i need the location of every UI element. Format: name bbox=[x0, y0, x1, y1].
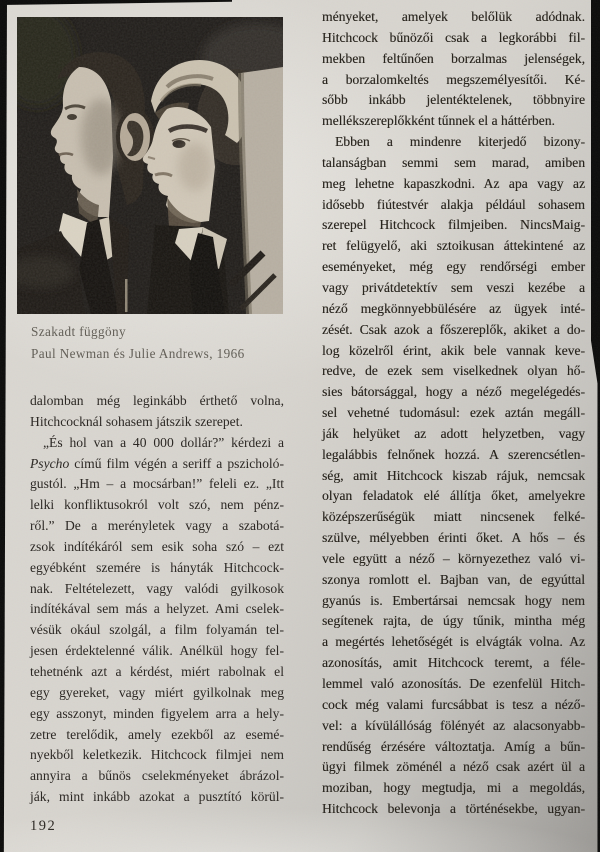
text-line: egyébként szemére is hányták Hitchcock- bbox=[30, 559, 284, 575]
text-line: nak. Feltételezett, vagy valódi gyilkosok bbox=[30, 580, 284, 596]
text-line: sies bátorsággal, hogy a néző megelégedés- bbox=[322, 384, 585, 400]
text-line: zsok indítékáról sem esik soha szó – ezt bbox=[30, 538, 284, 554]
right-column bbox=[322, 7, 585, 820]
torn-curtain-still-illustration bbox=[17, 17, 283, 314]
text-line: a borzalomkeltés megszemélyesítői. Ké- bbox=[322, 71, 585, 87]
text-line: talanságban semmi sem marad, amiben bbox=[322, 154, 585, 170]
text-line: néző megkönnyebbülésére az ügyek inté- bbox=[322, 300, 585, 316]
text-line: zését. Csak azok a főszereplők, akiket a do- bbox=[322, 321, 585, 337]
text-line: Ebben a mindenre kiterjedő bizony- bbox=[335, 134, 585, 150]
text-line: idősebb fiútestvér alakja például sohasem bbox=[322, 196, 585, 212]
text-line: cock még valami furcsábbat is tesz a néző- bbox=[322, 696, 585, 712]
text-line: vel: a kívülállóság fölényét az alacsonyabb- bbox=[322, 717, 585, 733]
text-line: azonosítás, amit Hitchcock teremt, a féle- bbox=[322, 655, 585, 671]
text-line: mekben feltűnően borzalmas jelenségek, bbox=[322, 50, 585, 66]
text-line: Hitchcock belevonja a történésekbe, ugyan- bbox=[322, 801, 585, 817]
text-line: ják helyüket az adott helyzetben, vagy bbox=[322, 425, 585, 441]
text-line: „És hol van a 40 000 dollár?” kérdezi a bbox=[43, 434, 284, 450]
text-line: gyanús is. Embertársai nemcsak hogy nem bbox=[322, 592, 585, 608]
scan-edge-top bbox=[0, 0, 232, 5]
text-line: zetre terelődik, amely ezekből az esemé- bbox=[30, 726, 284, 742]
text-line: tehetnénk azt a kérdést, miért rabolnak el bbox=[30, 663, 284, 679]
caption-film-title: Szakadt függöny bbox=[31, 324, 126, 339]
text-line: vagy privátdetektív sem veszi kezébe a bbox=[322, 279, 585, 295]
photo-caption bbox=[31, 321, 293, 364]
text-line: ret felügyelő, aki sztoikusan áttekintené az bbox=[322, 238, 585, 254]
text-line: ség, amit Hitchcock kiszab rájuk, nemcsak bbox=[322, 467, 585, 483]
scan-edge-left bbox=[0, 0, 7, 852]
text-line: legalábbis felnőnek hozzá. A szerencsétlen- bbox=[322, 446, 585, 462]
text-line: moziban, hogy megtudja, mi a megoldás, bbox=[322, 780, 585, 796]
text-line: indítékával sem más a helyzet. Ami cselek- bbox=[30, 601, 284, 617]
photo-figure bbox=[17, 17, 283, 314]
caption-credit: Paul Newman és Julie Andrews, 1966 bbox=[31, 345, 245, 361]
text-line: annyira a bűnös cselekményeket ábrázol- bbox=[30, 768, 284, 784]
text-line: Psycho című film végén a seriff a pszicholó- bbox=[30, 455, 284, 471]
text-line: rendűség érzésére változtatja. Amíg a bűn- bbox=[322, 738, 585, 754]
text-line: meg lehetne kapaszkodni. Az apa vagy az bbox=[322, 175, 585, 191]
text-line: lelki konfliktusokról volt szó, nem pénz- bbox=[30, 497, 284, 513]
text-line: egy gyereket, vagy miért gyilkolnak meg bbox=[30, 684, 284, 700]
text-line: gustól. „Hm – a mocsárban!” feleli ez. „Itt bbox=[30, 476, 284, 492]
text-line: vele együtt a néző – környezethez való vi- bbox=[322, 550, 585, 566]
text-line: vésük okául szolgál, a film folyamán tel- bbox=[30, 622, 284, 638]
text-line: segítenek rajta, de úgy tűnik, mintha még bbox=[322, 613, 585, 629]
text-line: redve, de ezek sem viselkednek olyan hő- bbox=[322, 363, 585, 379]
text-line: ják, mint inkább azokat a pusztító körül- bbox=[30, 789, 284, 805]
scan-edge-right bbox=[591, 0, 600, 852]
text-line: szerepel Hitchcock filmjeiben. NincsMaig- bbox=[322, 217, 585, 233]
text-line: ményeket, amelyek belőlük adódnak. bbox=[322, 9, 585, 24]
text-line: log közelről érint, akik bele vannak keve- bbox=[322, 342, 585, 358]
text-line: eseményeket, még egy rendőrségi ember bbox=[322, 259, 585, 275]
text-line: szonya romlott el. Bajban van, de egyúttal bbox=[322, 571, 585, 587]
text-line: olyan feladatok elé állítja őket, amelyekre bbox=[322, 488, 585, 504]
text-line: mellékszereplőkként tűnnek el a háttérben. bbox=[322, 113, 555, 129]
text-line: egy asszonyt, minden figyelem arra a hely- bbox=[30, 705, 284, 721]
text-line: középszerűségük miatt nincsenek felké- bbox=[322, 509, 585, 525]
text-line: lemmel való azonosítás. De ezenfelül Hitch- bbox=[322, 676, 585, 691]
text-line: Hitchcocknál sohasem játszik szerepet. bbox=[30, 413, 243, 429]
text-line: dalomban még leginkább érthető volna, bbox=[30, 393, 284, 408]
text-line: a megértés lehetőségét is elvágták volna. Az bbox=[322, 634, 585, 650]
text-line: ről.” De a merényletek vagy a szabotá- bbox=[30, 518, 284, 534]
text-line: ügyi filmek zöménél a néző csak azért ül a bbox=[322, 759, 585, 775]
page-number: 192 bbox=[30, 818, 57, 834]
text-line: szülve, mélyebben érinti őket. A hős – és bbox=[322, 530, 585, 546]
left-column bbox=[30, 391, 284, 808]
text-line: nyekből keletkezik. Hitchcock filmjei nem bbox=[30, 747, 284, 763]
text-line: jesen érdektelenné válik. Anélkül hogy fel- bbox=[30, 643, 284, 659]
text-line: Hitchcock bűnözői csak a legkorábbi fil- bbox=[322, 29, 585, 45]
text-line: sel vehetné tudomásul: ezek aztán megáll- bbox=[322, 405, 585, 421]
text-line: sőbb inkább jelentéktelenek, többnyire bbox=[322, 92, 585, 108]
